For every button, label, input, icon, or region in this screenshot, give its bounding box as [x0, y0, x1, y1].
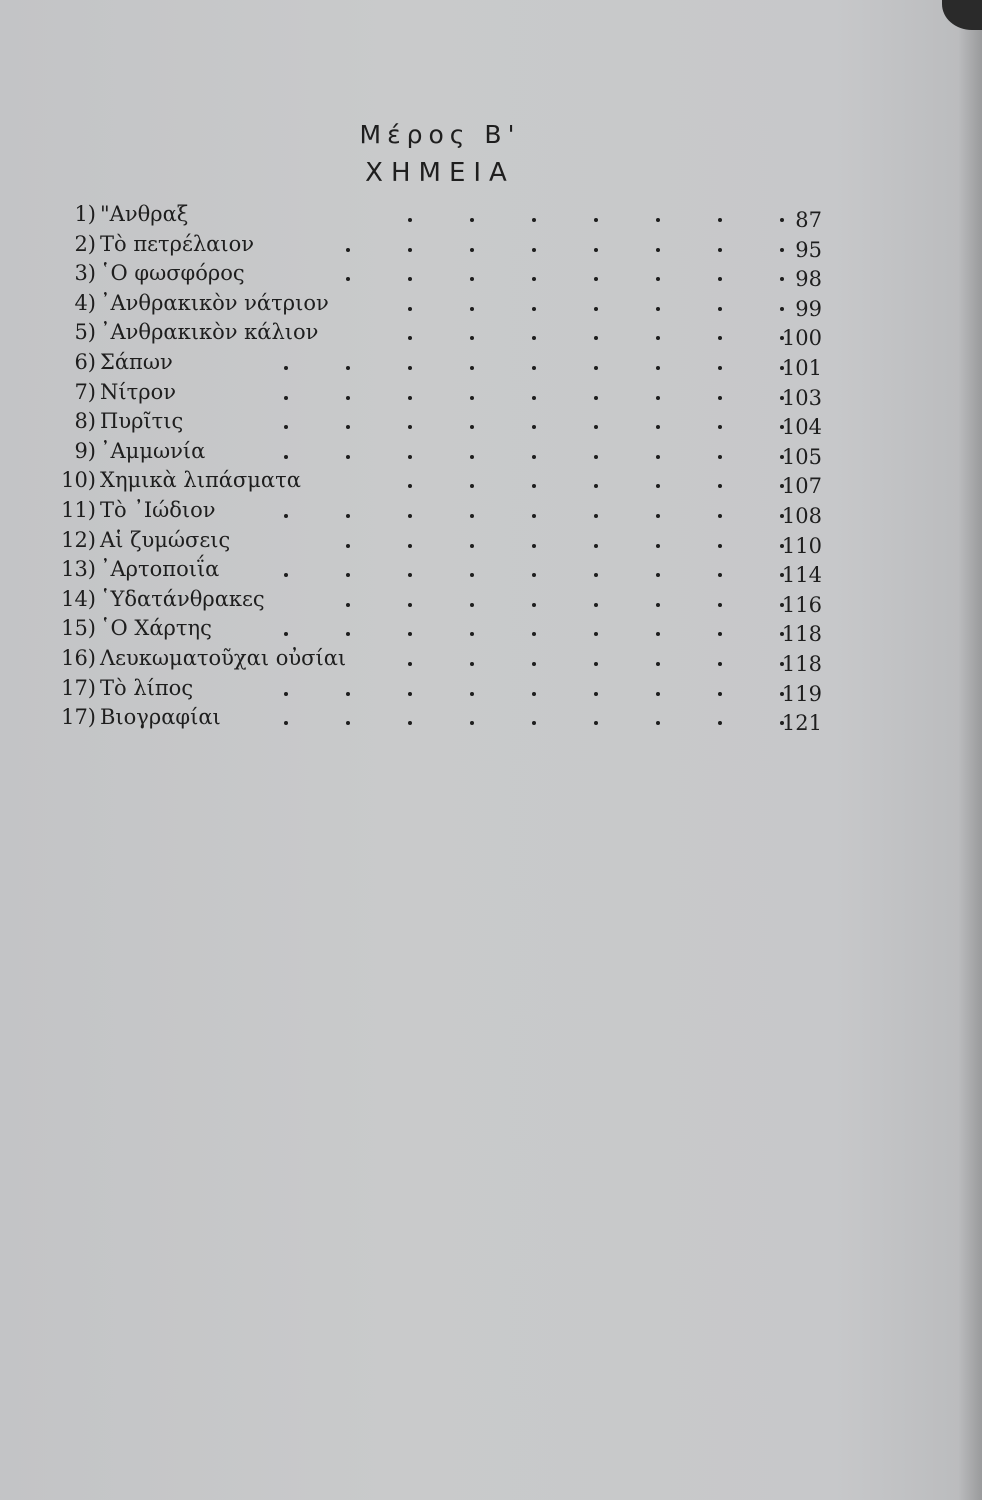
leader-dot	[718, 336, 722, 340]
dot-leader	[222, 644, 782, 674]
leader-dot	[532, 455, 536, 459]
leader-dot	[470, 455, 474, 459]
leader-dot	[346, 277, 350, 281]
leader-dot	[470, 366, 474, 370]
toc-entry-number: 14)	[61, 586, 96, 611]
leader-dot	[656, 484, 660, 488]
toc-entry-page-number: 118	[781, 622, 822, 647]
leader-dot	[718, 573, 722, 577]
leader-dot	[470, 632, 474, 636]
leader-dot	[656, 662, 660, 666]
toc-entry-number: 11)	[61, 497, 96, 522]
leader-dot	[718, 307, 722, 311]
page-edge-shadow	[958, 0, 982, 1500]
toc-entry-number: 15)	[61, 616, 96, 641]
leader-dot	[284, 573, 288, 577]
leader-dot	[346, 573, 350, 577]
leader-dot	[284, 632, 288, 636]
toc-entry-page-number: 99	[795, 296, 822, 321]
leader-dot	[594, 336, 598, 340]
toc-entry-title: ᾿Αρτοποιΐα	[100, 557, 220, 582]
leader-dot	[718, 603, 722, 607]
toc-entry-page-number: 107	[781, 474, 822, 499]
toc-entry	[52, 555, 822, 588]
toc-entry-number: 1)	[74, 202, 96, 226]
leader-dot	[408, 218, 412, 222]
toc-entry-title: Τὸ ᾿Ιώδιον	[100, 497, 216, 522]
toc-entry-title: Λευκωματοῦχαι οὐσίαι	[100, 645, 347, 670]
dot-leader	[222, 585, 782, 615]
leader-dot	[408, 544, 412, 548]
toc-entry	[52, 644, 822, 674]
toc-entry-number: 17)	[61, 705, 96, 730]
toc-entry-title: ᾿Αμμωνία	[100, 438, 206, 463]
toc-entry-title: Αἱ ζυμώσεις	[100, 527, 231, 552]
leader-dot	[594, 425, 598, 429]
leader-dot	[594, 218, 598, 222]
toc-entry	[52, 348, 822, 378]
leader-dot	[284, 721, 288, 725]
leader-dot	[532, 544, 536, 548]
section-title: ΧΗΜΕΙΑ	[365, 158, 515, 188]
leader-dot	[656, 632, 660, 636]
leader-dot	[594, 603, 598, 607]
leader-dot	[532, 396, 536, 400]
toc-entry	[52, 526, 822, 556]
leader-dot	[408, 425, 412, 429]
leader-dot	[408, 632, 412, 636]
toc-entry-title: "Ανθραξ	[100, 202, 189, 226]
dot-leader	[222, 526, 782, 556]
leader-dot	[718, 366, 722, 370]
leader-dot	[408, 603, 412, 607]
toc-entry	[52, 230, 822, 260]
leader-dot	[718, 484, 722, 488]
toc-entry-page-number: 103	[781, 385, 822, 410]
dot-leader	[222, 614, 782, 644]
leader-dot	[408, 455, 412, 459]
leader-dot	[656, 218, 660, 222]
toc-entry	[52, 614, 822, 647]
toc-entry	[52, 437, 822, 467]
leader-dot	[408, 573, 412, 577]
leader-dot	[718, 455, 722, 459]
leader-dot	[408, 336, 412, 340]
leader-dot	[656, 396, 660, 400]
toc-entry-number: 10)	[61, 468, 96, 493]
toc-entry-title: Χημικὰ λιπάσματα	[100, 468, 301, 493]
leader-dot	[346, 455, 350, 459]
leader-dot	[718, 721, 722, 725]
toc-entry-page-number: 105	[781, 444, 822, 469]
leader-dot	[532, 248, 536, 252]
leader-dot	[470, 425, 474, 429]
leader-dot	[718, 544, 722, 548]
leader-dot	[346, 366, 350, 370]
dot-leader	[222, 200, 782, 230]
toc-entry-title: Βιογραφίαι	[100, 705, 221, 730]
leader-dot	[532, 514, 536, 518]
toc-entry-page-number: 114	[781, 563, 822, 588]
toc-entry-number: 2)	[74, 231, 96, 256]
toc-entry-title: Τὸ πετρέλαιον	[100, 231, 254, 256]
leader-dot	[532, 366, 536, 370]
toc-entry-number: 12)	[61, 527, 96, 552]
dot-leader	[222, 466, 782, 496]
toc-entry-number: 7)	[74, 379, 96, 404]
leader-dot	[594, 721, 598, 725]
toc-entry	[52, 407, 822, 440]
leader-dot	[408, 277, 412, 281]
leader-dot	[656, 455, 660, 459]
leader-dot	[470, 484, 474, 488]
dot-leader	[222, 230, 782, 260]
leader-dot	[346, 514, 350, 518]
leader-dot	[656, 692, 660, 696]
dot-leader	[222, 555, 782, 585]
dot-leader	[222, 318, 782, 348]
leader-dot	[470, 603, 474, 607]
leader-dot	[470, 248, 474, 252]
toc-entry-number: 6)	[74, 349, 96, 374]
toc-entry-number: 8)	[74, 409, 96, 434]
leader-dot	[594, 396, 598, 400]
leader-dot	[408, 721, 412, 725]
leader-dot	[346, 692, 350, 696]
leader-dot	[594, 307, 598, 311]
leader-dot	[408, 514, 412, 518]
toc-entry-page-number: 100	[781, 326, 822, 351]
leader-dot	[470, 277, 474, 281]
leader-dot	[284, 396, 288, 400]
leader-dot	[408, 366, 412, 370]
leader-dot	[470, 573, 474, 577]
leader-dot	[346, 721, 350, 725]
leader-dot	[470, 544, 474, 548]
toc-entry-page-number: 110	[781, 533, 822, 558]
leader-dot	[656, 544, 660, 548]
dot-leader	[222, 437, 782, 467]
toc-entry-title: Πυρῖτις	[100, 409, 184, 434]
toc-entry-page-number: 87	[795, 208, 822, 232]
toc-entry-number: 5)	[74, 320, 96, 345]
leader-dot	[532, 336, 536, 340]
leader-dot	[656, 307, 660, 311]
leader-dot	[532, 721, 536, 725]
leader-dot	[718, 662, 722, 666]
leader-dot	[718, 514, 722, 518]
leader-dot	[718, 425, 722, 429]
leader-dot	[284, 455, 288, 459]
leader-dot	[656, 366, 660, 370]
leader-dot	[594, 277, 598, 281]
toc-entry-page-number: 119	[781, 681, 822, 706]
leader-dot	[346, 396, 350, 400]
dot-leader	[222, 289, 782, 319]
leader-dot	[408, 662, 412, 666]
leader-dot	[470, 721, 474, 725]
leader-dot	[470, 662, 474, 666]
leader-dot	[346, 425, 350, 429]
leader-dot	[656, 336, 660, 340]
toc-entry-page-number: 95	[795, 237, 822, 262]
leader-dot	[594, 573, 598, 577]
toc-entry	[52, 259, 822, 292]
toc-entry-page-number: 98	[795, 267, 822, 292]
toc-entry-number: 9)	[74, 438, 96, 463]
leader-dot	[470, 218, 474, 222]
toc-entry	[52, 674, 822, 704]
toc-entry-title: ῾Υδατάνθρακες	[100, 586, 265, 611]
toc-entry	[52, 289, 822, 319]
leader-dot	[408, 484, 412, 488]
toc-entry-page-number: 108	[781, 503, 822, 528]
leader-dot	[532, 218, 536, 222]
dot-leader	[222, 407, 782, 437]
leader-dot	[594, 366, 598, 370]
toc-entry-page-number: 101	[781, 355, 822, 380]
leader-dot	[470, 307, 474, 311]
toc-entry-title: ῾Ο Χάρτης	[100, 616, 212, 641]
leader-dot	[718, 218, 722, 222]
leader-dot	[346, 248, 350, 252]
page-corner	[942, 0, 982, 30]
leader-dot	[532, 573, 536, 577]
toc-entry-title: ᾿Ανθρακικὸν κάλιον	[100, 320, 319, 345]
leader-dot	[532, 603, 536, 607]
toc-entry-page-number: 116	[781, 592, 822, 617]
leader-dot	[594, 544, 598, 548]
leader-dot	[594, 662, 598, 666]
toc-entry-number: 3)	[74, 261, 96, 286]
leader-dot	[718, 396, 722, 400]
toc-entry	[52, 378, 822, 408]
dot-leader	[222, 496, 782, 526]
leader-dot	[532, 692, 536, 696]
part-title: Μέρος Β'	[359, 120, 521, 149]
toc-entry-number: 4)	[74, 290, 96, 315]
toc-entry	[52, 318, 822, 351]
leader-dot	[656, 425, 660, 429]
leader-dot	[718, 692, 722, 696]
toc-entry	[52, 466, 822, 499]
toc-entry-title: Νίτρον	[100, 379, 176, 404]
dot-leader	[222, 259, 782, 289]
leader-dot	[656, 573, 660, 577]
leader-dot	[656, 721, 660, 725]
leader-dot	[656, 248, 660, 252]
leader-dot	[408, 396, 412, 400]
leader-dot	[346, 632, 350, 636]
toc-entry-page-number: 118	[781, 651, 822, 676]
table-of-contents	[52, 200, 822, 736]
leader-dot	[594, 514, 598, 518]
toc-entry-title: ᾿Ανθρακικὸν νάτριον	[100, 290, 329, 315]
leader-dot	[532, 632, 536, 636]
dot-leader	[222, 348, 782, 378]
toc-entry-number: 13)	[61, 557, 96, 582]
leader-dot	[284, 366, 288, 370]
leader-dot	[594, 484, 598, 488]
leader-dot	[408, 692, 412, 696]
leader-dot	[284, 514, 288, 518]
dot-leader	[222, 674, 782, 704]
toc-entry	[52, 496, 822, 526]
toc-entry-page-number: 104	[781, 415, 822, 440]
toc-entry	[52, 585, 822, 615]
leader-dot	[594, 455, 598, 459]
leader-dot	[532, 662, 536, 666]
leader-dot	[718, 277, 722, 281]
toc-entry-page-number: 121	[781, 711, 822, 736]
leader-dot	[656, 514, 660, 518]
leader-dot	[284, 692, 288, 696]
toc-entry-number: 16)	[61, 645, 96, 670]
toc-entry	[52, 703, 822, 736]
leader-dot	[656, 603, 660, 607]
toc-entry-title: Τὸ λίπος	[100, 675, 194, 700]
dot-leader	[222, 378, 782, 408]
leader-dot	[470, 396, 474, 400]
leader-dot	[532, 277, 536, 281]
toc-entry-number: 17)	[61, 675, 96, 700]
leader-dot	[532, 425, 536, 429]
toc-entry	[52, 200, 822, 230]
dot-leader	[222, 703, 782, 733]
leader-dot	[284, 425, 288, 429]
leader-dot	[408, 307, 412, 311]
toc-entry-title: ῾Ο φωσφόρος	[100, 261, 245, 286]
leader-dot	[470, 336, 474, 340]
leader-dot	[594, 692, 598, 696]
leader-dot	[346, 544, 350, 548]
leader-dot	[532, 307, 536, 311]
leader-dot	[594, 632, 598, 636]
leader-dot	[718, 248, 722, 252]
toc-entry-title: Σάπων	[100, 349, 173, 374]
leader-dot	[408, 248, 412, 252]
leader-dot	[718, 632, 722, 636]
leader-dot	[346, 603, 350, 607]
leader-dot	[470, 514, 474, 518]
leader-dot	[656, 277, 660, 281]
leader-dot	[594, 248, 598, 252]
leader-dot	[532, 484, 536, 488]
leader-dot	[470, 692, 474, 696]
